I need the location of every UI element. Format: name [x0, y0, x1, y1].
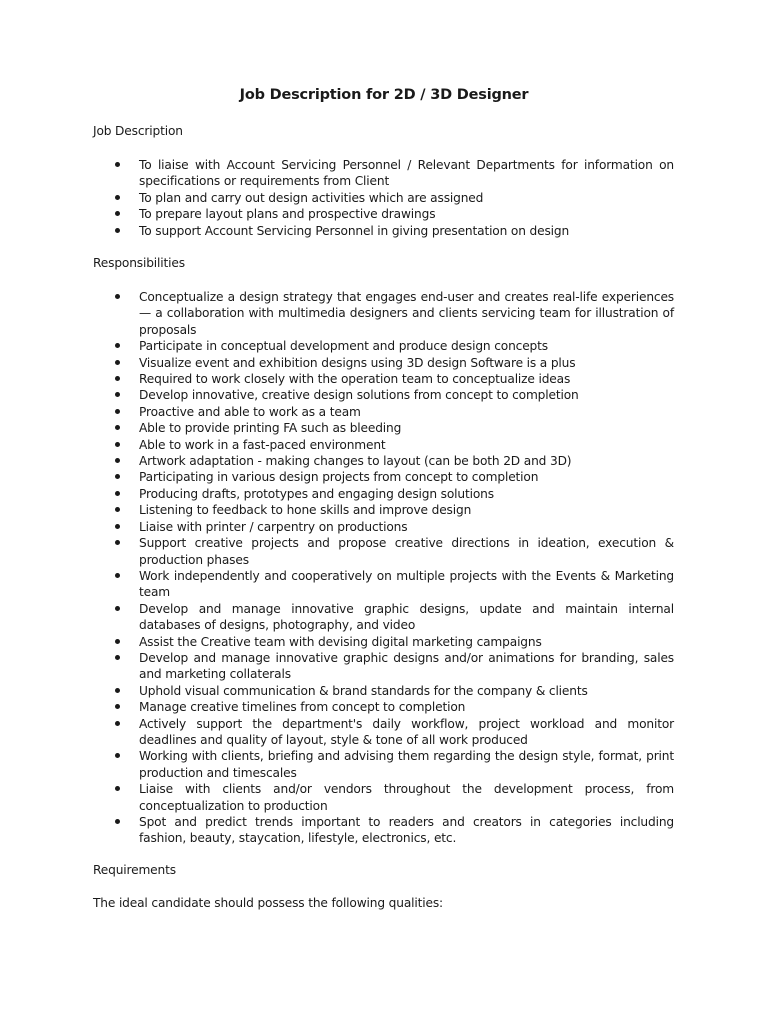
- list-item: Able to provide printing FA such as bleeding: [93, 420, 674, 436]
- list-item: Actively support the department's daily workflow, project workload and monitor deadlines and quality of layout, style & tone of all work produced: [93, 716, 674, 749]
- section-heading-responsibilities: Responsibilities: [93, 256, 185, 270]
- list-item: Artwork adaptation - making changes to layout (can be both 2D and 3D): [93, 453, 674, 469]
- list-item: Conceptualize a design strategy that engages end-user and creates real-life experiences — a collaboration with multimedia designers and clients servicing team for illustration of proposals: [93, 289, 674, 338]
- list-item: Participate in conceptual development and produce design concepts: [93, 338, 674, 354]
- requirements-intro: The ideal candidate should possess the following qualities:: [93, 896, 443, 910]
- list-item: Working with clients, briefing and advising them regarding the design style, format, print production and timescales: [93, 748, 674, 781]
- list-item: Manage creative timelines from concept to completion: [93, 699, 674, 715]
- list-item: Visualize event and exhibition designs using 3D design Software is a plus: [93, 355, 674, 371]
- list-item: Liaise with clients and/or vendors throughout the development process, from conceptualization to production: [93, 781, 674, 814]
- list-item: To prepare layout plans and prospective drawings: [93, 206, 674, 222]
- list-item: Develop and manage innovative graphic designs and/or animations for branding, sales and marketing collaterals: [93, 650, 674, 683]
- list-item: To support Account Servicing Personnel in giving presentation on design: [93, 223, 674, 239]
- list-item: Able to work in a fast-paced environment: [93, 437, 674, 453]
- list-item: Liaise with printer / carpentry on productions: [93, 519, 674, 535]
- list-item: Listening to feedback to hone skills and improve design: [93, 502, 674, 518]
- job-description-list: [93, 157, 674, 239]
- list-item: Uphold visual communication & brand standards for the company & clients: [93, 683, 674, 699]
- list-item: Support creative projects and propose creative directions in ideation, execution & production phases: [93, 535, 674, 568]
- list-item: Develop innovative, creative design solutions from concept to completion: [93, 387, 674, 403]
- list-item: Work independently and cooperatively on multiple projects with the Events & Marketing team: [93, 568, 674, 601]
- responsibilities-list: [93, 289, 674, 847]
- list-item: Spot and predict trends important to readers and creators in categories including fashion, beauty, staycation, lifestyle, electronics, etc.: [93, 814, 674, 847]
- section-heading-job-description: Job Description: [93, 124, 183, 138]
- list-item: To plan and carry out design activities which are assigned: [93, 190, 674, 206]
- list-item: Producing drafts, prototypes and engaging design solutions: [93, 486, 674, 502]
- list-item: Assist the Creative team with devising digital marketing campaigns: [93, 634, 674, 650]
- section-heading-requirements: Requirements: [93, 863, 176, 877]
- list-item: Required to work closely with the operation team to conceptualize ideas: [93, 371, 674, 387]
- page-title: Job Description for 2D / 3D Designer: [239, 87, 529, 103]
- list-item: Proactive and able to work as a team: [93, 404, 674, 420]
- list-item: Participating in various design projects from concept to completion: [93, 469, 674, 485]
- list-item: To liaise with Account Servicing Personnel / Relevant Departments for information on specifications or requirements from Client: [93, 157, 674, 190]
- list-item: Develop and manage innovative graphic designs, update and maintain internal databases of designs, photography, and video: [93, 601, 674, 634]
